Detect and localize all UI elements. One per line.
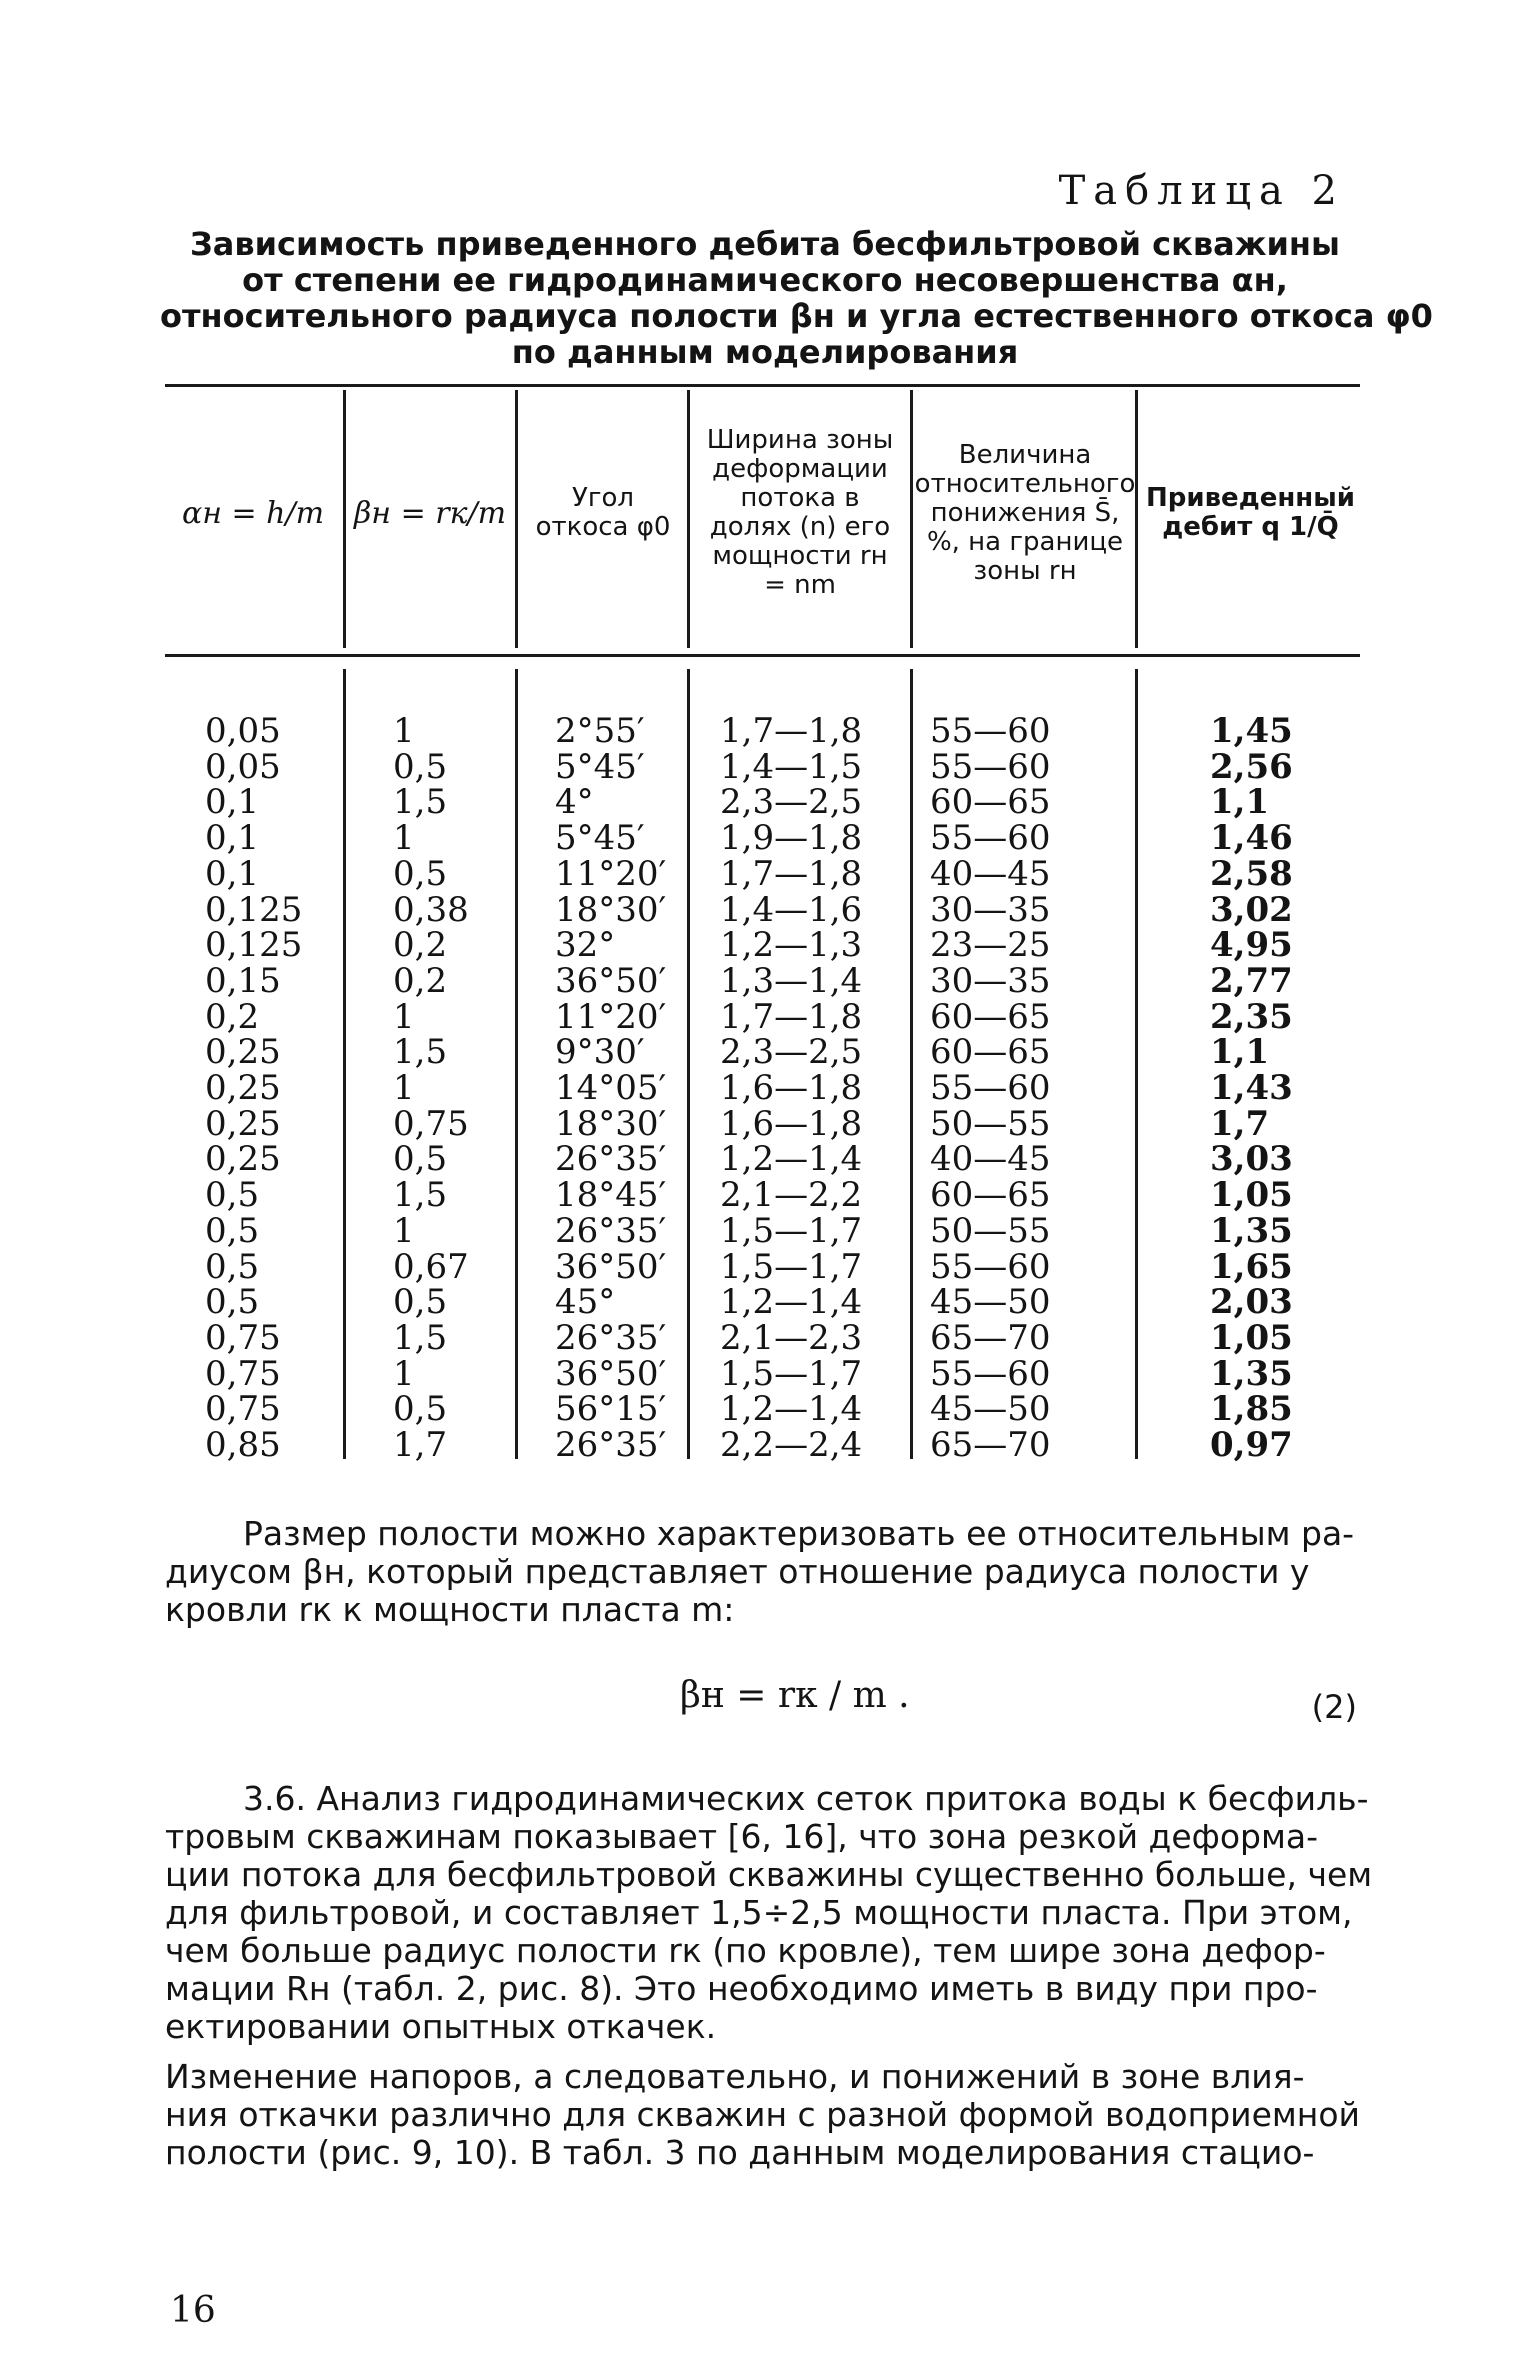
table-cell-width: 1,2—1,4 — [720, 1139, 863, 1180]
table-cell-beta: 1 — [393, 818, 415, 859]
table-cell-angle: 32° — [555, 925, 616, 966]
table-cell-beta: 0,2 — [393, 925, 448, 966]
text-line: 3.6. Анализ гидродинамических сеток притока воды к бесфиль- — [243, 1779, 1369, 1818]
table-cell-alpha: 0,125 — [205, 889, 303, 930]
table-cell-width: 1,6—1,8 — [720, 1068, 863, 1109]
table-cell-drawdown: 50—55 — [930, 1210, 1051, 1251]
table-cell-beta: 1 — [393, 711, 415, 751]
table-cell-drawdown: 65—70 — [930, 1317, 1051, 1358]
table-cell-angle: 5°45′ — [555, 818, 645, 859]
body-divider — [343, 669, 346, 1459]
table-cell-beta: 1 — [393, 1068, 415, 1109]
table-cell-angle: 11°20′ — [555, 996, 667, 1037]
caption-line: по данным моделирования — [511, 333, 1019, 371]
table-cell-debit: 1,43 — [1210, 1068, 1293, 1109]
table-cell-debit: 1,65 — [1210, 1246, 1293, 1287]
table-cell-angle: 5°45′ — [555, 746, 645, 787]
data-table — [165, 384, 1360, 1464]
text-line: ектировании опытных откачек. — [165, 2007, 717, 2046]
table-cell-angle: 11°20′ — [555, 853, 667, 894]
table-cell-width: 1,9—1,8 — [720, 818, 863, 859]
table-cell-angle: 36°50′ — [555, 1246, 667, 1287]
table-cell-width: 2,3—2,5 — [720, 1032, 863, 1073]
table-cell-alpha: 0,25 — [205, 1103, 281, 1144]
table-cell-drawdown: 30—35 — [930, 960, 1051, 1001]
table-cell-angle: 14°05′ — [555, 1068, 667, 1109]
header-angle: Угол откоса φ0 — [535, 483, 671, 542]
header-width: Ширина зоны деформации потока в долях (n) его мощности rн = nm — [706, 425, 894, 600]
table-cell-width: 1,7—1,8 — [720, 996, 863, 1037]
table-cell-alpha: 0,1 — [205, 782, 260, 823]
table-cell-alpha: 0,5 — [205, 1246, 260, 1287]
header-divider — [687, 390, 690, 648]
paragraph-3 — [165, 2058, 1360, 2172]
table-cell-alpha: 0,5 — [205, 1175, 260, 1216]
text-line: мации Rн (табл. 2, рис. 8). Это необходимо иметь в виду при про- — [165, 1969, 1318, 2008]
caption-line: относительного радиуса полости βн и угла естественного откоса φ0 — [160, 297, 1433, 335]
table-cell-drawdown: 60—65 — [930, 1032, 1051, 1073]
table-cell-beta: 0,67 — [393, 1246, 469, 1287]
table-cell-drawdown: 50—55 — [930, 1103, 1051, 1144]
table-cell-beta: 1,7 — [393, 1425, 448, 1466]
paragraph-1 — [165, 1515, 1360, 1629]
text-line: кровли rк к мощности пласта m: — [165, 1590, 735, 1629]
table-cell-beta: 1 — [393, 996, 415, 1037]
table-cell-width: 1,2—1,4 — [720, 1389, 863, 1430]
table-cell-debit: 1,35 — [1210, 1210, 1293, 1251]
text-line: ния откачки различно для скважин с разной формой водоприемной — [165, 2095, 1360, 2134]
text-line: полости (рис. 9, 10). В табл. 3 по данным моделирования стацио- — [165, 2133, 1315, 2172]
table-cell-alpha: 0,25 — [205, 1068, 281, 1109]
table-cell-width: 1,2—1,4 — [720, 1282, 863, 1323]
table-cell-beta: 0,5 — [393, 1139, 448, 1180]
table-cell-beta: 1 — [393, 1210, 415, 1251]
table-cell-alpha: 0,25 — [205, 1032, 281, 1073]
table-cell-width: 2,3—2,5 — [720, 782, 863, 823]
table-cell-drawdown: 55—60 — [930, 1246, 1051, 1287]
table-cell-drawdown: 60—65 — [930, 1175, 1051, 1216]
table-cell-drawdown: 60—65 — [930, 996, 1051, 1037]
table-cell-alpha: 0,125 — [205, 925, 303, 966]
table-cell-drawdown: 65—70 — [930, 1425, 1051, 1466]
table-cell-alpha: 0,75 — [205, 1353, 281, 1394]
header-divider — [343, 390, 346, 648]
table-cell-debit: 2,77 — [1210, 960, 1293, 1001]
column-width — [720, 711, 863, 1466]
table-cell-width: 1,5—1,7 — [720, 1246, 863, 1287]
table-cell-debit: 2,58 — [1210, 853, 1293, 894]
table-cell-drawdown: 55—60 — [930, 711, 1051, 751]
table-cell-drawdown: 55—60 — [930, 1353, 1051, 1394]
text-line: Изменение напоров, а следовательно, и понижений в зоне влия- — [165, 2057, 1305, 2096]
body-divider — [910, 669, 913, 1459]
table-cell-angle: 18°45′ — [555, 1175, 667, 1216]
table-cell-width: 1,5—1,7 — [720, 1210, 863, 1251]
header-divider — [1135, 390, 1138, 648]
table-cell-drawdown: 55—60 — [930, 818, 1051, 859]
table-cell-drawdown: 40—45 — [930, 1139, 1051, 1180]
table-cell-angle: 45° — [555, 1282, 616, 1323]
table-cell-angle: 18°30′ — [555, 1103, 667, 1144]
header-debit: Приведенный дебит q 1/Q̄ — [1146, 483, 1355, 542]
column-debit — [1210, 711, 1293, 1466]
caption-line: Зависимость приведенного дебита бесфильтровой скважины — [190, 225, 1340, 263]
table-cell-debit: 1,05 — [1210, 1175, 1293, 1216]
table-cell-beta: 0,38 — [393, 889, 469, 930]
table-cell-width: 1,7—1,8 — [720, 711, 863, 751]
table-cell-width: 1,7—1,8 — [720, 853, 863, 894]
table-cell-alpha: 0,75 — [205, 1389, 281, 1430]
equation-number: (2) — [1311, 1688, 1357, 1726]
table-cell-alpha: 0,25 — [205, 1139, 281, 1180]
table-cell-alpha: 0,1 — [205, 853, 260, 894]
page-number: 16 — [170, 2290, 216, 2331]
table-cell-alpha: 0,75 — [205, 1317, 281, 1358]
table-cell-beta: 0,5 — [393, 746, 448, 787]
formula-beta: βн = rк / m . — [680, 1675, 910, 1716]
table-cell-alpha: 0,15 — [205, 960, 281, 1001]
table-cell-debit: 2,03 — [1210, 1282, 1293, 1323]
table-cell-alpha: 0,5 — [205, 1282, 260, 1323]
text-line: тровым скважинам показывает [6, 16], что зона резкой деформа- — [165, 1817, 1319, 1856]
table-cell-drawdown: 55—60 — [930, 1068, 1051, 1109]
table-cell-beta: 1,5 — [393, 1032, 448, 1073]
body-divider — [687, 669, 690, 1459]
table-cell-width: 1,6—1,8 — [720, 1103, 863, 1144]
table-cell-beta: 0,5 — [393, 853, 448, 894]
header-divider — [515, 390, 518, 648]
table-cell-alpha: 0,85 — [205, 1425, 281, 1466]
text-line: для фильтровой, и составляет 1,5÷2,5 мощности пласта. При этом, — [165, 1893, 1353, 1932]
header-beta: βн = rк/m — [353, 495, 507, 531]
table-cell-angle: 26°35′ — [555, 1425, 667, 1466]
header-drawdown: Величина относительного понижения S̄, %, на границе зоны rн — [914, 439, 1136, 586]
table-cell-drawdown: 60—65 — [930, 782, 1051, 823]
caption-line: от степени ее гидродинамического несовершенства αн, — [242, 261, 1288, 299]
table-cell-debit: 1,1 — [1210, 1032, 1270, 1073]
table-cell-debit: 1,45 — [1210, 711, 1293, 751]
text-line: чем больше радиус полости rк (по кровле), тем шире зона дефор- — [165, 1931, 1326, 1970]
table-cell-debit: 0,97 — [1210, 1425, 1293, 1466]
table-cell-angle: 56°15′ — [555, 1389, 667, 1430]
table-cell-debit: 2,35 — [1210, 996, 1293, 1037]
column-alpha — [205, 711, 303, 1466]
table-cell-drawdown: 30—35 — [930, 889, 1051, 930]
table-cell-alpha: 0,5 — [205, 1210, 260, 1251]
table-cell-alpha: 0,05 — [205, 711, 281, 751]
table-header-rule — [165, 654, 1360, 657]
table-cell-beta: 1,5 — [393, 1317, 448, 1358]
table-cell-beta: 0,2 — [393, 960, 448, 1001]
table-cell-beta: 0,5 — [393, 1389, 448, 1430]
table-cell-beta: 0,5 — [393, 1282, 448, 1323]
table-cell-debit: 3,03 — [1210, 1139, 1293, 1180]
table-cell-width: 1,4—1,6 — [720, 889, 863, 930]
table-cell-angle: 4° — [555, 782, 594, 823]
body-divider — [515, 669, 518, 1459]
table-cell-angle: 2°55′ — [555, 711, 645, 751]
table-cell-debit: 2,56 — [1210, 746, 1293, 787]
table-cell-width: 1,2—1,3 — [720, 925, 863, 966]
table-top-rule — [165, 384, 1360, 387]
text-line: диусом βн, который представляет отношение радиуса полости у — [165, 1552, 1310, 1591]
table-cell-beta: 0,75 — [393, 1103, 469, 1144]
table-cell-angle: 36°50′ — [555, 1353, 667, 1394]
table-cell-beta: 1,5 — [393, 1175, 448, 1216]
body-divider — [1135, 669, 1138, 1459]
table-cell-angle: 18°30′ — [555, 889, 667, 930]
table-cell-angle: 26°35′ — [555, 1210, 667, 1251]
table-cell-debit: 1,05 — [1210, 1317, 1293, 1358]
table-cell-angle: 26°35′ — [555, 1317, 667, 1358]
header-alpha: αн = h/m — [181, 495, 325, 531]
table-cell-width: 2,1—2,3 — [720, 1317, 863, 1358]
text-line: ции потока для бесфильтровой скважины существенно больше, чем — [165, 1855, 1373, 1894]
table-cell-drawdown: 45—50 — [930, 1282, 1051, 1323]
table-cell-drawdown: 23—25 — [930, 925, 1051, 966]
table-cell-debit: 1,46 — [1210, 818, 1293, 859]
table-cell-debit: 1,35 — [1210, 1353, 1293, 1394]
table-cell-width: 2,2—2,4 — [720, 1425, 863, 1466]
column-angle — [555, 711, 667, 1466]
table-cell-debit: 1,85 — [1210, 1389, 1293, 1430]
table-cell-angle: 9°30′ — [555, 1032, 645, 1073]
table-cell-width: 1,4—1,5 — [720, 746, 863, 787]
header-divider — [910, 390, 913, 648]
table-cell-drawdown: 40—45 — [930, 853, 1051, 894]
table-caption — [160, 225, 1433, 371]
table-cell-debit: 4,95 — [1210, 925, 1293, 966]
table-cell-debit: 1,1 — [1210, 782, 1270, 823]
table-cell-beta: 1 — [393, 1353, 415, 1394]
column-beta — [393, 711, 469, 1466]
table-cell-alpha: 0,1 — [205, 818, 260, 859]
table-cell-drawdown: 45—50 — [930, 1389, 1051, 1430]
table-label: Таблица 2 — [1058, 168, 1345, 214]
table-cell-alpha: 0,2 — [205, 996, 260, 1037]
column-drawdown — [930, 711, 1051, 1466]
table-cell-width: 2,1—2,2 — [720, 1175, 863, 1216]
table-cell-angle: 36°50′ — [555, 960, 667, 1001]
table-cell-width: 1,5—1,7 — [720, 1353, 863, 1394]
table-cell-angle: 26°35′ — [555, 1139, 667, 1180]
text-line: Размер полости можно характеризовать ее относительным ра- — [243, 1514, 1355, 1553]
table-cell-beta: 1,5 — [393, 782, 448, 823]
table-cell-debit: 1,7 — [1210, 1103, 1270, 1144]
paragraph-2 — [165, 1779, 1373, 2046]
table-cell-alpha: 0,05 — [205, 746, 281, 787]
table-cell-drawdown: 55—60 — [930, 746, 1051, 787]
table-cell-width: 1,3—1,4 — [720, 960, 863, 1001]
table-cell-debit: 3,02 — [1210, 889, 1293, 930]
